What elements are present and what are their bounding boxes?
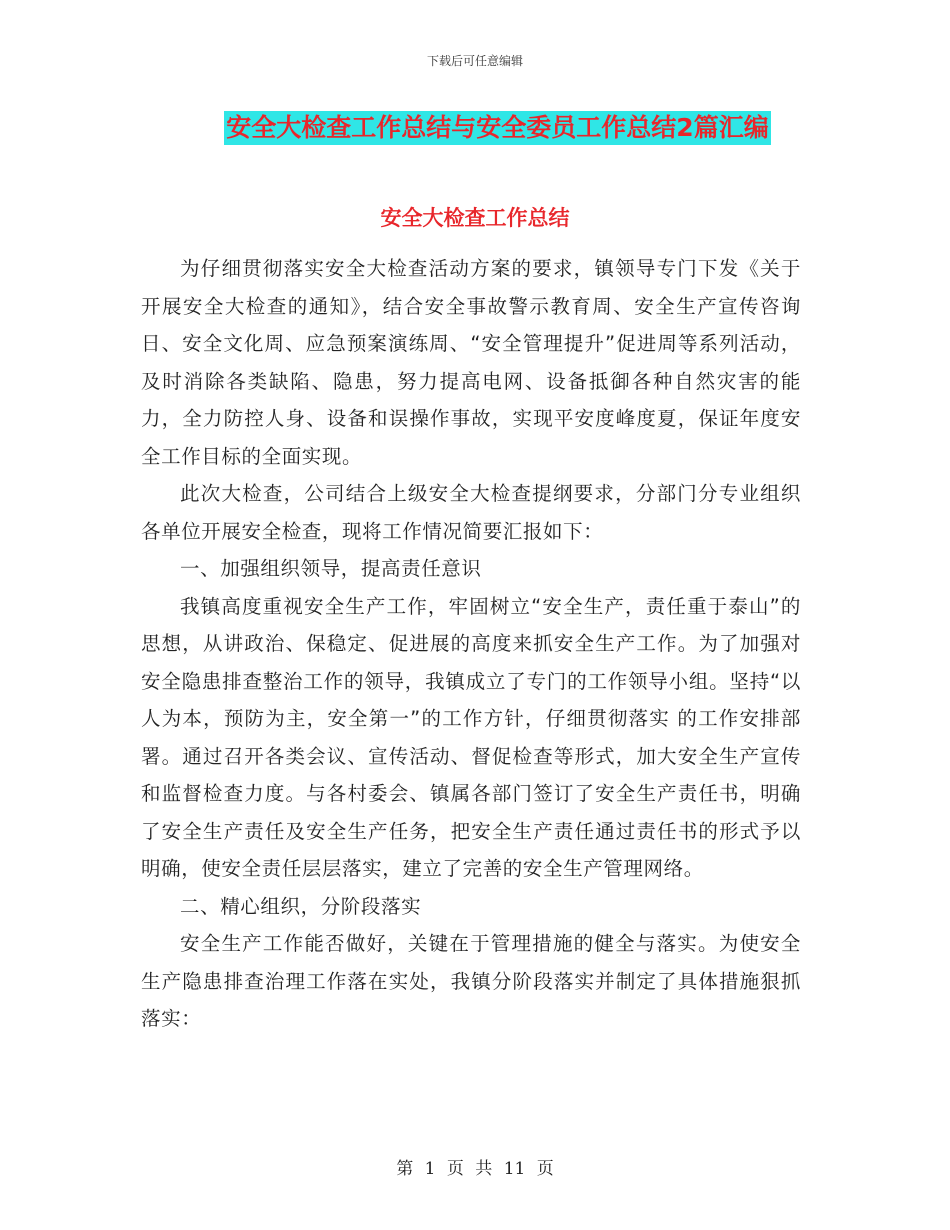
paragraph: 我镇高度重视安全生产工作，牢固树立“安全生产，责任重于泰山”的思想，从讲政治、保稳定、促进展的高度来抓安全生产工作。为了加强对安全隐患排查整治工作的领导，我镇成立了专门的工作领导小组。坚持“以人为本，预防为主，安全第一”的工作方针，仔细贯彻落实 的工作安排部署。通过召开各类会议、宣传活动、督促检查等形式，加大安全生产宣传和监督检查力度。与各村委会、镇属各部门签订了安全生产责任书，明确了安全生产责任及安全生产任务，把安全生产责任通过责任书的形式予以明确，使安全责任层层落实，建立了完善的安全生产管理网络。 (141, 594, 801, 880)
paragraph: 此次大检查，公司结合上级安全大检查提纲要求，分部门分专业组织各单位开展安全检查，现将工作情况简要汇报如下： (141, 482, 801, 543)
section-title: 安全大检查工作总结 (380, 206, 570, 230)
document-body (141, 250, 801, 1038)
document-title-container (0, 111, 950, 145)
paragraph: 为仔细贯彻落实安全大检查活动方案的要求，镇领导专门下发《关于开展安全大检查的通知》，结合安全事故警示教育周、安全生产宣传咨询日、安全文化周、应急预案演练周、“安全管理提升”促进周等系列活动，及时消除各类缺陷、隐患，努力提高电网、设备抵御各种自然灾害的能力，全力防控人身、设备和误操作事故，实现平安度峰度夏，保证年度安全工作目标的全面实现。 (141, 257, 801, 468)
document-title: 安全大检查工作总结与安全委员工作总结2篇汇编 (224, 111, 770, 145)
header-note: 下载后可任意编辑 (426, 54, 523, 68)
subheading: 二、精心组织，分阶段落实 (180, 894, 422, 918)
paragraph: 安全生产工作能否做好，关键在于管理措施的健全与落实。为使安全生产隐患排查治理工作落在实处，我镇分阶段落实并制定了具体措施狠抓落实： (141, 932, 801, 1030)
subheading: 一、加强组织领导，提高责任意识 (180, 557, 482, 580)
page-number: 第 1 页 共 11 页 (396, 1159, 554, 1179)
